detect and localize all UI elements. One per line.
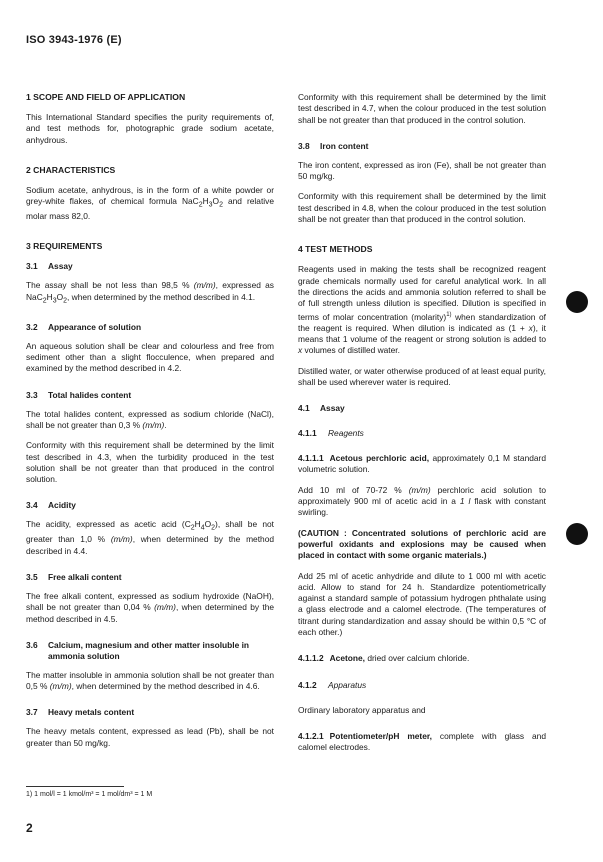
section-3-7-title: 3.7 Heavy metals content xyxy=(26,707,135,718)
section-4-text: Reagents used in making the tests shall be recognized reagent grade chemicals normally used for careful analytical work. In all the directions the acids and ammonia solution referred to shall be of full strength unless dilution is specified. Dilution is specified in terms of molar concentration (molarity)$^{1)}$ when standardization of the reagent is required. When dilution is indicated as (1 + x), it means that 1 volume of the reagent or strong solution is added to x volumes of distilled water. xyxy=(298,264,546,356)
section-4-1-1-title: 4.1.1 Reagents xyxy=(298,428,364,439)
section-4-water: Distilled water, or water otherwise produced of at least equal purity, shall be used wherever water is required. xyxy=(298,365,546,387)
section-3-6-text: The matter insoluble in ammonia solution shall be not greater than 0,5 % (m/m), when determined by the method described in 4.6. xyxy=(26,669,274,692)
section-3-4-text: The acidity, expressed as acetic acid $(C_2H_4O_2)$, shall be not greater than 1,0 % (m/m), when determined by the method described in 4.4. xyxy=(26,519,275,556)
section-4-1-1-2-text: 4.1.1.2 Acetone, dried over calcium chloride. xyxy=(298,653,470,664)
section-2-title: 2 CHARACTERISTICS xyxy=(26,164,116,175)
section-3-8-conformity: Conformity with this requirement shall be determined by the limit test described in 4.8, when the colour produced in the test solution shall be not greater than that produced in the control solution. xyxy=(298,191,546,225)
document-header: ISO 3943-1976 (E) xyxy=(26,34,122,46)
section-4-title: 4 TEST METHODS xyxy=(298,244,373,255)
section-3-5-text: The free alkali content, expressed as sodium hydroxide (NaOH), shall be not greater than 0,04 % (m/m), when determined by the method described in 4.5. xyxy=(26,590,275,624)
section-4-1-1-1-text: 4.1.1.1 Acetous perchloric acid, approximately 0,1 M standard volumetric solution. xyxy=(298,453,546,475)
section-1-title: 1 SCOPE AND FIELD OF APPLICATION xyxy=(26,92,186,102)
section-3-2-text: An aqueous solution shall be clear and colourless and free from sediment other than a slight flocculence, when prepared and examined by the method described in 4.2. xyxy=(26,340,274,374)
section-1-text: This International Standard specifies the purity requirements of, and test methods for, photographic grade sodium acetate, anhydrous. xyxy=(26,112,274,145)
perchloric-preparation: Add 10 ml of 70-72 % (m/m) perchloric acid solution to approximately 900 ml of acetic acid in a 1 l flask with constant swirling. xyxy=(298,484,547,518)
footnote: 1) 1 mol/l = 1 kmol/m³ = 1 mol/dm³ = 1 M xyxy=(26,791,153,798)
section-3-title: 3 REQUIREMENTS xyxy=(26,241,103,252)
section-3-3-conformity: Conformity with this requirement shall be determined by the limit test described in 4.3, when the turbidity produced in the test solution shall be not greater than that produced in the control solution. xyxy=(26,440,274,485)
section-4-1-2-text: Ordinary laboratory apparatus and xyxy=(298,704,426,715)
page-number: 2 xyxy=(26,821,33,835)
section-3-3-title: 3.3 Total halides content xyxy=(26,389,132,400)
section-3-1-title: 3.1 Assay xyxy=(26,261,73,272)
caution-note: (CAUTION : Concentrated solutions of perchloric acid are powerful oxidants and explosions may be caused when placed in contact with some organic materials.) xyxy=(298,527,546,561)
section-3-8-title: 3.8 Iron content xyxy=(298,140,369,151)
punch-hole-bottom xyxy=(566,523,588,545)
standardization-text: Add 25 ml of acetic anhydride and dilute to 1 000 ml with acetic acid. Allow to stand for 24 h. Standardize potentiometrically against a standard sample of potassium hydrogen phthalate using a glass electrode and a calomel electrode. (The temperatures of titrant during standardization and assay should be within 0,5 °C of each other.) xyxy=(298,570,546,637)
section-4-1-2-1-text: 4.1.2.1 Potentiometer/pH meter, complete with glass and calomel electrodes. xyxy=(298,730,546,753)
section-4-1-title: 4.1 Assay xyxy=(298,403,345,414)
right-column xyxy=(298,92,546,762)
section-2-text: Sodium acetate, anhydrous, is in the form of a white powder or grey-white flakes, of chemical formula $NaC_2H_3O_2$ and relative molar mass 82,0. xyxy=(26,184,274,222)
section-3-4-title: 3.4 Acidity xyxy=(26,500,76,511)
section-3-3-text: The total halides content, expressed as sodium chloride (NaCl), shall be not greater than 0,3 % (m/m). xyxy=(26,408,274,430)
punch-hole-top xyxy=(566,291,588,313)
left-column xyxy=(26,92,274,758)
heavy-metals-conformity: Conformity with this requirement shall be determined by the limit test described in 4.7, when the colour produced in the test solution shall be not greater than that produced in the control solution. xyxy=(298,92,546,125)
chemical-formula: $NaC_2H_3O_2$ xyxy=(181,196,223,209)
section-3-2-title: 3.2 Appearance of solution xyxy=(26,321,142,332)
section-3-8-text: The iron content, expressed as iron (Fe), shall be not greater than 50 mg/kg. xyxy=(298,159,546,182)
section-3-6-title: 3.6 Calcium, magnesium and other matter insoluble in ammonia solution xyxy=(26,639,250,661)
section-3-1-text: The assay shall be not less than 98,5 % (m/m), expressed as $NaC_2H_3O_2$, when determined by the method described in 4.1. xyxy=(26,280,274,305)
footnote-divider xyxy=(26,786,124,787)
section-3-5-title: 3.5 Free alkali content xyxy=(26,571,122,582)
section-3-7-text: The heavy metals content, expressed as lead (Pb), shall be not greater than 50 mg/kg. xyxy=(26,726,274,748)
section-4-1-2-title: 4.1.2 Apparatus xyxy=(298,679,367,690)
